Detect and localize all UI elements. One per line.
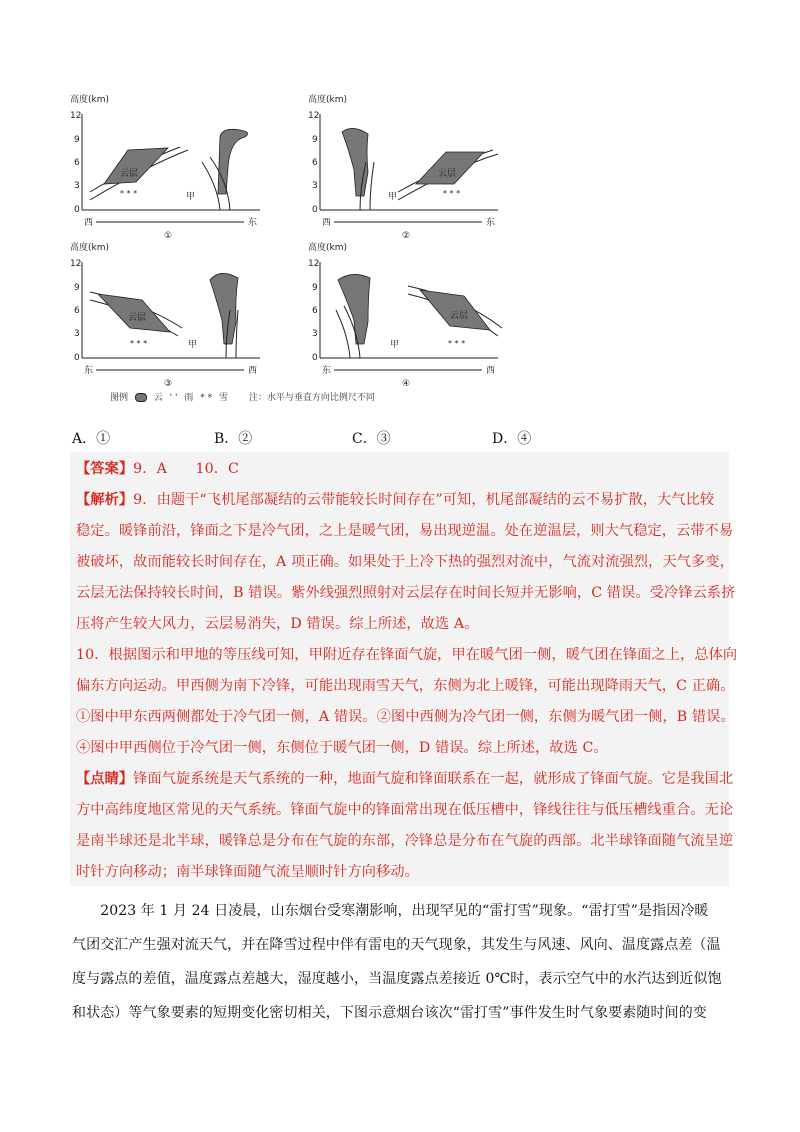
- option-letter: C．: [352, 431, 377, 447]
- legend-snow-icon: * *: [200, 393, 213, 403]
- tick-6: 6: [312, 158, 318, 168]
- legend-note: 注：水平与垂直方向比例尺不同: [248, 393, 375, 403]
- panel-caption: ③: [164, 379, 173, 389]
- svg-text:* * *: * * *: [448, 339, 466, 348]
- answer-options: [72, 428, 732, 448]
- tick-3: 3: [74, 329, 80, 339]
- cumulonimbus-cloud-shape: [210, 273, 238, 344]
- panel-caption: ④: [402, 379, 411, 389]
- right-direction: 东: [248, 218, 258, 228]
- right-direction: 西: [486, 366, 496, 376]
- location-label-jia: 甲: [390, 340, 400, 350]
- passage-line-1: 2023 年 1 月 24 日凌晨，山东烟台受寒潮影响，出现罕见的“雷打雪”现象。“雷打雪”是指因冷暖: [72, 903, 709, 919]
- option-text: ②: [238, 431, 253, 447]
- tick-3: 3: [312, 329, 318, 339]
- panel-2: [308, 92, 508, 242]
- tick-9: 9: [74, 283, 80, 293]
- panel-4: [308, 240, 508, 390]
- tick-9: 9: [312, 135, 318, 145]
- tip-line-4: 时针方向移动；南半球锋面随气流呈顺时针方向移动。: [76, 864, 419, 880]
- analysis-line-4: 云层无法保持较长时间，B 错误。紫外线强烈照射对云层存在时间长短并无影响，C 错误。受冷锋云系挤: [76, 585, 736, 601]
- cloud-layer-label: 云层: [128, 313, 147, 323]
- tick-9: 9: [312, 283, 318, 293]
- svg-text:* * *: * * *: [130, 339, 148, 348]
- tick-12: 12: [70, 111, 82, 121]
- tick-6: 6: [312, 306, 318, 316]
- panel-4-diagram: [308, 240, 508, 390]
- panel-caption: ②: [402, 231, 411, 241]
- legend-prefix: 图例: [110, 393, 129, 403]
- tick-0: 0: [74, 353, 80, 363]
- y-axis-label: 高度(km): [308, 95, 348, 105]
- cumulonimbus-cloud-shape: [218, 129, 248, 194]
- option-text: ①: [96, 431, 111, 447]
- tick-6: 6: [74, 158, 80, 168]
- location-label-jia: 甲: [188, 340, 198, 350]
- cloud-layer-label: 云层: [120, 169, 139, 179]
- analysis-line-8: ①图中甲东西两侧都处于冷气团一侧，A 错误。②图中西侧为冷气团一侧，东侧为暖气团一侧，B 错误。: [76, 709, 735, 725]
- cloud-layer-label: 云层: [438, 169, 457, 179]
- analysis-line-6: 10．根据图示和甲地的等压线可知，甲附近存在锋面气旋，甲在暖气团一侧，暖气团在锋面之上，总体向: [76, 647, 738, 663]
- panel-1: [70, 92, 270, 242]
- analysis-line-7: 偏东方向运动。甲西侧为南下冷锋，可能出现雨雪天气，东侧为北上暖锋，可能出现降雨天气，C 正确。: [76, 678, 735, 694]
- analysis-line-1: 【解析】9．由题干“飞机尾部凝结的云带能较长时间存在”可知，机尾部凝结的云不易扩散，大气比较: [76, 492, 715, 508]
- left-direction: 西: [322, 218, 332, 228]
- tick-3: 3: [312, 181, 318, 191]
- answer-text: 9．A 10．C: [133, 461, 239, 477]
- option-a[interactable]: [72, 428, 110, 448]
- tip-line-3: 是南半球还是北半球，暖锋总是分布在气旋的东部，冷锋总是分布在气旋的西部。北半球锋面随气流呈逆: [76, 833, 734, 849]
- passage-line-3: 度与露点的差值，温度露点差越大，湿度越小，当温度露点差接近 0℃时，表示空气中的水汽达到近似饱: [72, 971, 722, 987]
- left-direction: 西: [84, 218, 94, 228]
- figure-legend: [110, 390, 379, 403]
- panel-3: [70, 240, 270, 390]
- answer-label: 【答案】: [76, 461, 134, 477]
- tick-12: 12: [70, 259, 82, 269]
- option-b[interactable]: [214, 428, 252, 448]
- legend-snow-label: 雪: [218, 393, 228, 403]
- panel-3-diagram: [70, 240, 270, 390]
- y-axis-label: 高度(km): [308, 243, 348, 253]
- right-direction: 东: [486, 218, 496, 228]
- analysis-label: 【解析】: [76, 492, 134, 508]
- y-axis-label: 高度(km): [70, 243, 110, 253]
- tick-3: 3: [74, 181, 80, 191]
- tip-line-1: 【点睛】锋面气旋系统是天气系统的一种，地面气旋和锋面联系在一起，就形成了锋面气旋。它是我国北: [76, 771, 734, 787]
- legend-rain-icon: ' ': [169, 393, 178, 403]
- stratus-cloud-shape: [416, 152, 484, 184]
- right-direction: 西: [248, 366, 258, 376]
- analysis-line-2: 稳定。暖锋前沿，锋面之下是冷气团，之上是暖气团，易出现逆温。处在逆温层，则大气稳定，云带不易: [76, 523, 734, 539]
- option-letter: D．: [492, 431, 518, 447]
- location-label-jia: 甲: [388, 192, 398, 202]
- cumulonimbus-cloud-shape: [342, 128, 368, 196]
- tick-9: 9: [74, 135, 80, 145]
- tick-6: 6: [74, 306, 80, 316]
- legend-rain-label: 雨: [184, 393, 194, 403]
- legend-cloud-label: 云: [153, 393, 163, 403]
- y-axis-label: 高度(km): [70, 95, 110, 105]
- passage-line-2: 气团交汇产生强对流天气，并在降雪过程中伴有雷电的天气现象，其发生与风速、风向、温度露点差（温: [72, 937, 721, 953]
- analysis-line-9: ④图中甲西侧位于冷气团一侧，东侧位于暖气团一侧，D 错误。综上所述，故选 C。: [76, 740, 608, 756]
- tip-label: 【点睛】: [76, 771, 134, 787]
- left-direction: 东: [84, 366, 94, 376]
- option-c[interactable]: [352, 428, 391, 448]
- tick-12: 12: [308, 111, 320, 121]
- cumulonimbus-cloud-shape: [338, 274, 370, 344]
- panel-2-diagram: [308, 92, 508, 242]
- svg-text:* * *: * * *: [443, 189, 461, 198]
- answer-explanation-box: [70, 452, 738, 886]
- stratus-cloud-shape: [420, 290, 490, 330]
- panel-1-diagram: [70, 92, 270, 242]
- analysis-line-5: 压将产生较大风力，云层易消失，D 错误。综上所述，故选 A。: [76, 616, 479, 632]
- tick-0: 0: [74, 205, 80, 215]
- option-text: ③: [376, 431, 391, 447]
- option-letter: A．: [72, 431, 97, 447]
- option-letter: B．: [214, 431, 239, 447]
- tick-0: 0: [312, 353, 318, 363]
- tick-12: 12: [308, 259, 320, 269]
- left-direction: 东: [322, 366, 332, 376]
- cloud-layer-label: 云层: [450, 311, 469, 321]
- option-d[interactable]: [492, 428, 531, 448]
- analysis-line-3: 被破坏，故而能较长时间存在，A 项正确。如果处于上冷下热的强烈对流中，气流对流强烈，天气多变，: [76, 554, 734, 570]
- panel-caption: ①: [164, 231, 173, 241]
- tick-0: 0: [312, 205, 318, 215]
- answer-line: [76, 458, 239, 478]
- legend-cloud-icon: [135, 393, 147, 402]
- tip-line-2: 方中高纬度地区常见的天气系统。锋面气旋中的锋面常出现在低压槽中，锋线往往与低压槽线重合。无论: [76, 802, 734, 818]
- option-text: ④: [517, 431, 532, 447]
- passage-line-4: 和状态）等气象要素的短期变化密切相关，下图示意烟台该次“雷打雪”事件发生时气象要素随时间的变: [72, 1005, 707, 1021]
- svg-text:* * *: * * *: [120, 189, 138, 198]
- location-label-jia: 甲: [186, 192, 196, 202]
- frontal-cross-section-figure: [70, 92, 530, 412]
